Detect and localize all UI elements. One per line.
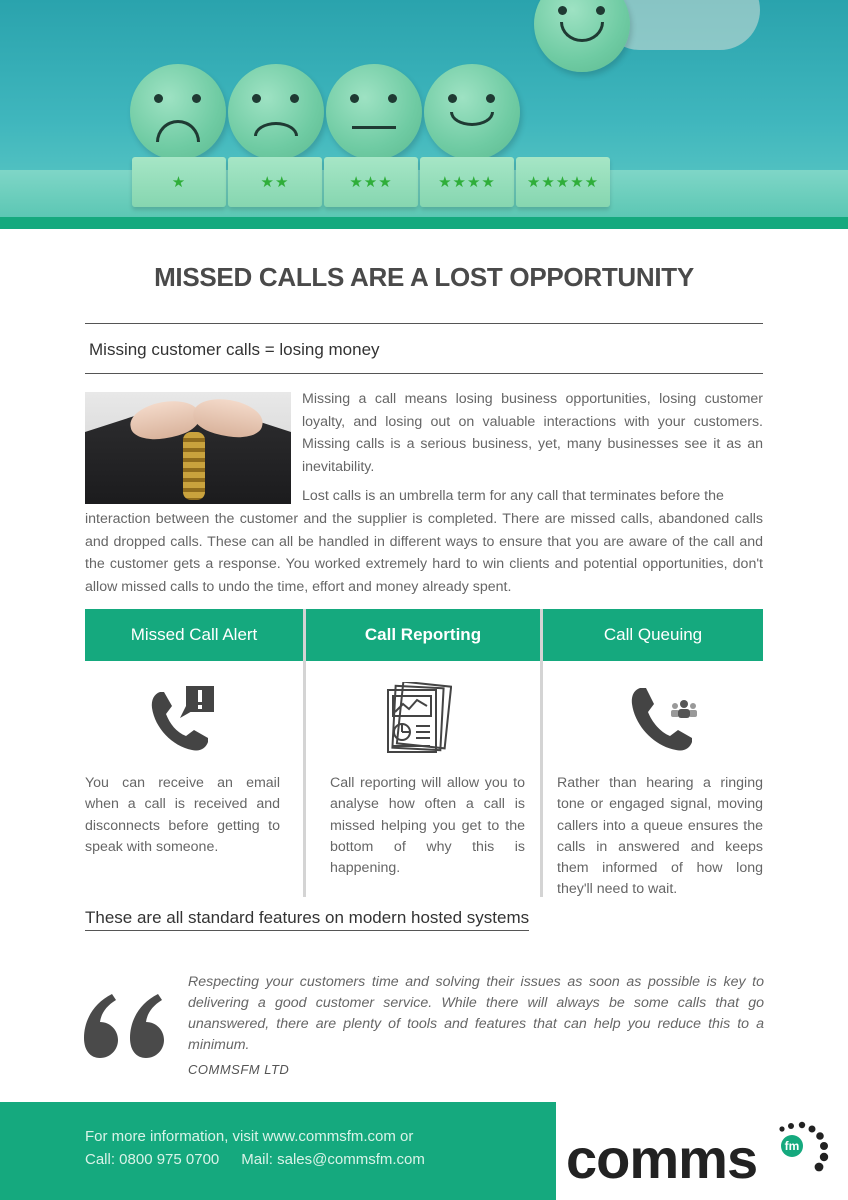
feature-heading-call-reporting: Call Reporting [306,609,540,661]
happy-face-icon [534,0,630,72]
feature-text-call-reporting: Call reporting will allow you to analyse how often a call is missed helping you get to the bottom of why this is happening. [330,775,525,877]
phone-alert-icon [150,684,218,754]
feature-text-missed-call-alert: You can receive an email when a call is received and disconnects before getting to speak with someone. [85,775,280,855]
unhappy-face-icon [228,64,324,160]
intro-paragraph-1: Missing a call means losing business opportunities, losing customer loyalty, and losing out on valuable interactions with your customers. Missing calls is a serious business, yet, many businesses see it as an inevitability. [302,391,763,475]
intro-paragraph-2-lead: Lost calls is an umbrella term for any call that terminates before the [302,488,724,504]
logo-wordmark: comms [566,1127,758,1190]
hero-divider-bar [0,217,848,229]
subtitle-rule-top [85,323,763,324]
footer-website-line: For more information, visit www.commsfm.com or [85,1128,414,1145]
phone-queue-icon [630,684,702,754]
footer-phone: Call: 0800 975 0700 [85,1151,220,1168]
money-hands-photo [85,392,291,504]
hero-image [0,0,848,217]
rating-block-5: ★★★★★ [516,157,610,207]
quote-author: COMMSFM LTD [188,1062,290,1077]
footer-contact-line [85,1151,425,1168]
feature-text-call-queuing: Rather than hearing a ringing tone or engaged signal, moving callers into a queue ensures the calls in answered and keeps them informed of how long they'll need to wait. [557,775,763,898]
rating-block-2: ★★ [228,157,322,207]
intro-paragraph-2: interaction between the customer and the supplier is completed. There are missed calls, abandoned calls and dropped calls. These can all be handled in different ways to ensure that you are aware of the call and the customer gets a response. You worked extremely hard to win clients and potential opportunities, don't allow missed calls to undo the time, effort and money already spent. [85,511,763,595]
neutral-face-icon [326,64,422,160]
feature-column-divider-1 [303,609,306,897]
sad-face-icon [130,64,226,160]
feature-column-divider-2 [540,609,543,897]
rating-block-1: ★ [132,157,226,207]
quote-mark-icon [82,992,170,1060]
customer-quote: Respecting your customers time and solving their issues as soon as possible is key to delivering a good customer service. While there will always be some calls that go unanswered, there are plenty of tools and features that can help you reduce this to a minimum. [188,974,764,1053]
page-title: MISSED CALLS ARE A LOST OPPORTUNITY [154,262,694,292]
feature-heading-call-queuing: Call Queuing [543,609,763,661]
content-face-icon [424,64,520,160]
commsfm-logo [566,1116,832,1190]
feature-heading-missed-call-alert: Missed Call Alert [85,609,303,661]
rating-block-4: ★★★★ [420,157,514,207]
subtitle-rule-bottom [85,373,763,374]
section-subtitle: Missing customer calls = losing money [89,340,380,359]
report-chart-icon [386,682,452,756]
standard-features-note: These are all standard features on modern hosted systems [85,908,529,931]
footer-email: Mail: sales@commsfm.com [241,1151,425,1168]
logo-badge-text: fm [784,1139,800,1153]
rating-block-3: ★★★ [324,157,418,207]
